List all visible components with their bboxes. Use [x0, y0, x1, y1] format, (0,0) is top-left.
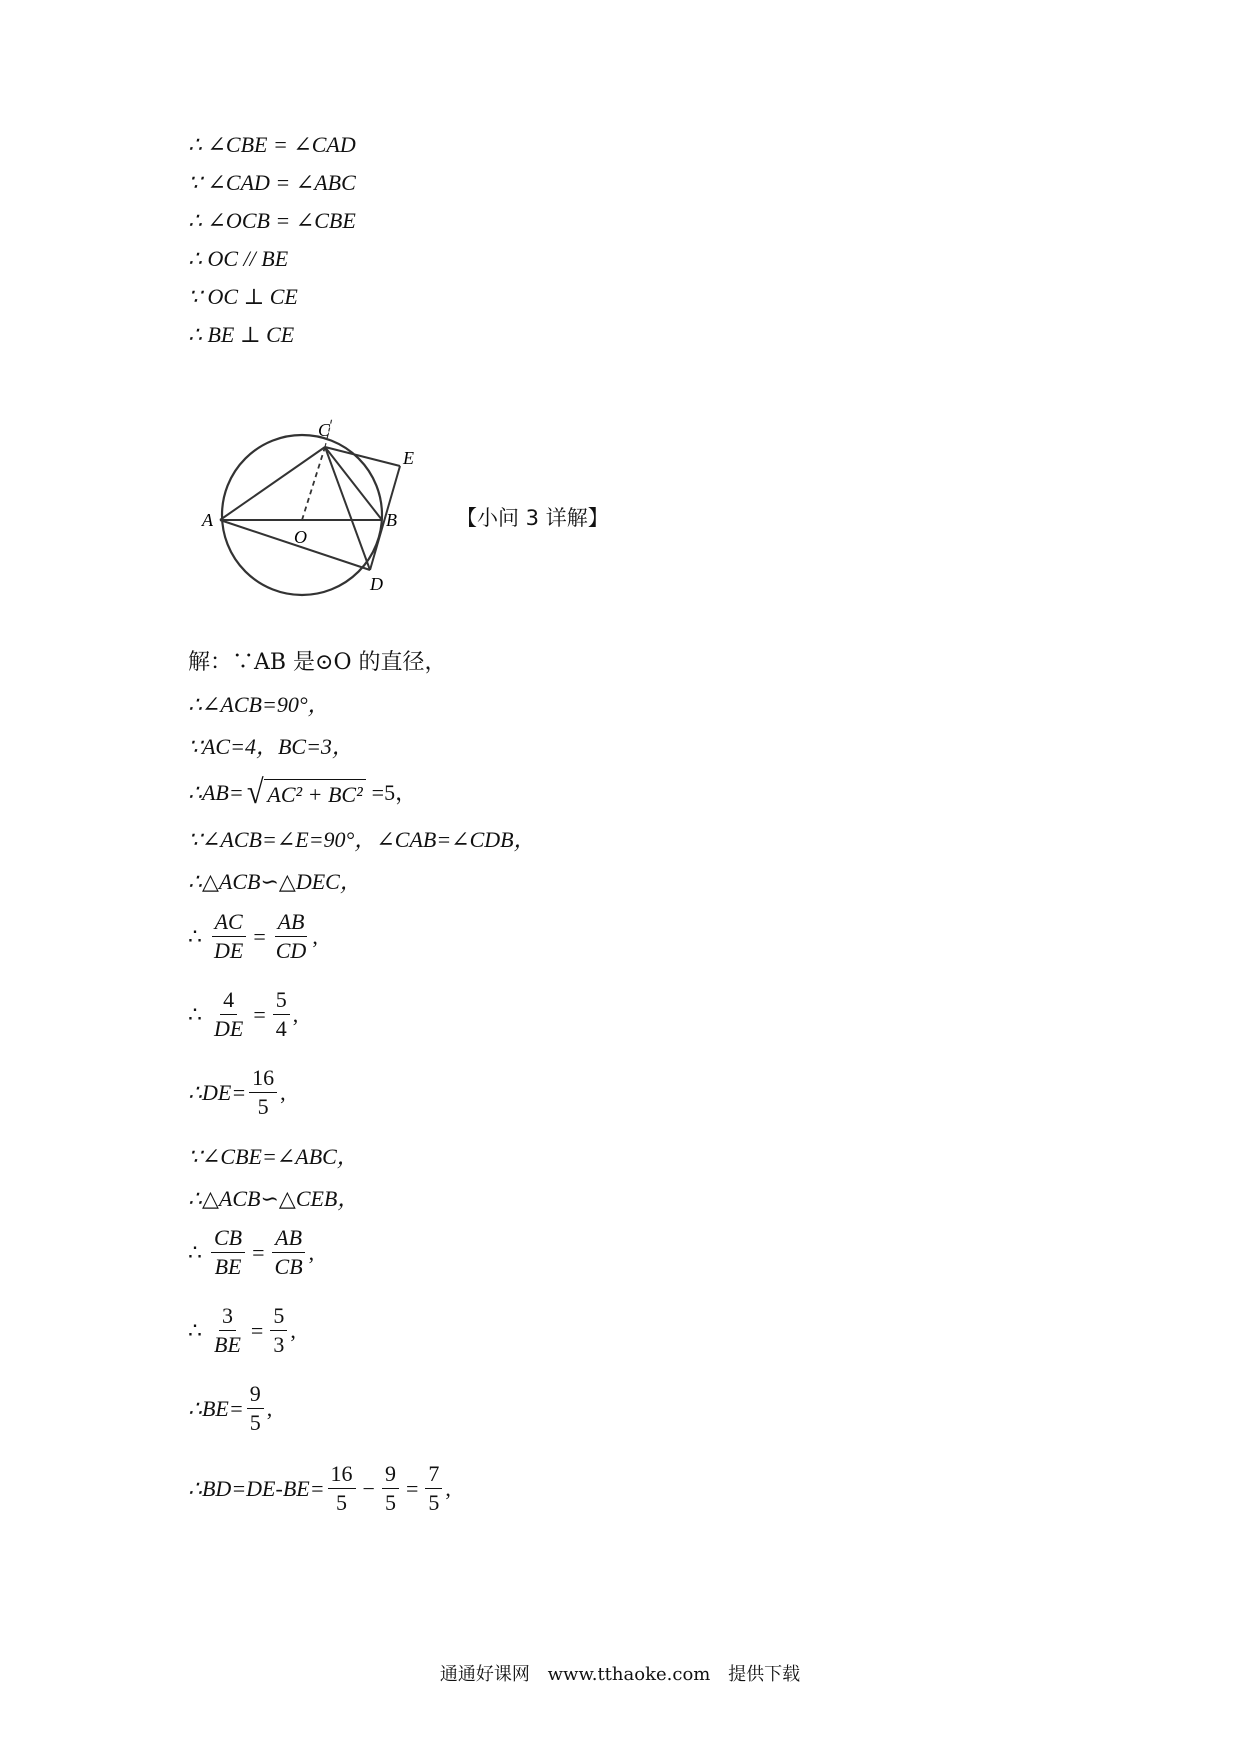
- solution-ab: ∴AB= √ AC² + BC² =5，: [188, 774, 418, 811]
- segment-ac: [220, 447, 325, 520]
- proof-line-2: ∵ ∠CAD = ∠ABC: [188, 170, 356, 195]
- solution-be: ∴BE= $\frac{9}{5}$ ,: [188, 1381, 273, 1435]
- section-label: 【小问 3 详解】: [456, 506, 609, 530]
- solution-angles: ∵∠ACB=∠E=90°，∠CAB=∠CDB，: [188, 827, 536, 852]
- point-b-label: B: [386, 510, 397, 530]
- solution-ratio2-num: ∴ $\frac{3}{BE}$ = $\frac{5}{3}$ ,: [188, 1303, 296, 1357]
- proof-line-3: ∴ ∠OCB = ∠CBE: [188, 208, 356, 233]
- solution-ratio2: ∴ $\frac{CB}{BE}$ = $\frac{AB}{CB}$ ,: [188, 1225, 315, 1279]
- proof-line-6: ∴ BE ⊥ CE: [188, 322, 295, 347]
- footer-site: 通通好课网: [439, 1664, 530, 1685]
- solution-de: ∴DE= $\frac{16}{5}$ ,: [188, 1065, 286, 1119]
- segment-oc-dashed: [302, 447, 325, 520]
- segment-cd: [325, 447, 370, 570]
- page-footer: [0, 1660, 1240, 1686]
- point-a-label: A: [202, 510, 213, 530]
- solution-acb90: ∴∠ACB=90°，: [188, 692, 330, 717]
- circle-o: [222, 435, 382, 595]
- point-o-label: O: [294, 527, 307, 547]
- footer-url[interactable]: www.tthaoke.com: [547, 1664, 711, 1685]
- solution-intro: 解：∵AB 是⊙O 的直径，: [188, 650, 447, 675]
- solution-given: ∵AC=4，BC=3，: [188, 734, 354, 759]
- solution-bd: ∴BD=DE-BE= $\frac{16}{5}$ − $\frac{9}{5}$ = $\frac{7}{5}$ ,: [188, 1461, 451, 1515]
- solution-sim2: ∴△ACB∽△CEB，: [188, 1186, 360, 1211]
- solution-angles2: ∵∠CBE=∠ABC，: [188, 1144, 359, 1169]
- point-c-label: C: [318, 420, 331, 440]
- proof-line-1: ∴ ∠CBE = ∠CAD: [188, 132, 356, 157]
- solution-sim1: ∴△ACB∽△DEC，: [188, 869, 362, 894]
- segment-cb: [325, 447, 382, 520]
- point-d-label: D: [370, 574, 383, 594]
- proof-line-4: ∴ OC // BE: [188, 246, 289, 271]
- sqrt-expression: √ AC² + BC²: [246, 778, 366, 808]
- point-e-label: E: [403, 448, 414, 468]
- solution-ratio1: ∴ $\frac{AC}{DE}$ = $\frac{AB}{CD}$ ,: [188, 909, 318, 963]
- proof-line-5: ∵ OC ⊥ CE: [188, 284, 298, 309]
- footer-note: 提供下载: [728, 1664, 801, 1685]
- geometry-figure: [200, 400, 440, 620]
- solution-ratio1-num: ∴ $\frac{4}{DE}$ = $\frac{5}{4}$ ,: [188, 987, 299, 1041]
